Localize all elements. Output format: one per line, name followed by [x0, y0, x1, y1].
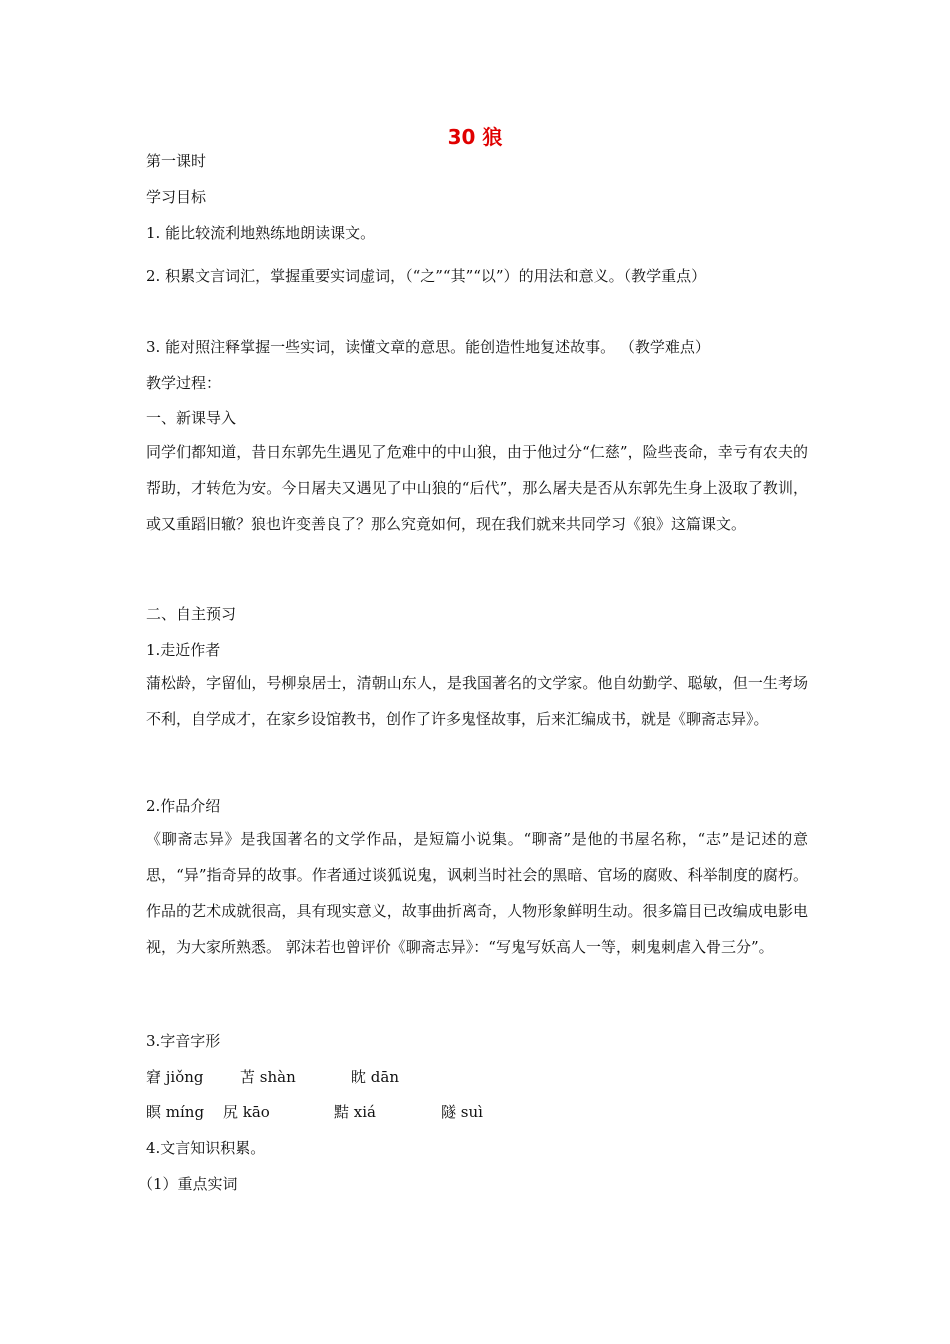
- key-words-heading: （1）重点实词: [138, 1175, 238, 1193]
- author-text: 蒲松龄，字留仙，号柳泉居士，清朝山东人，是我国著名的文学家。他自幼勤学、聪敏，但一生考场不利，自学成才，在家乡设馆教书，创作了许多鬼怪故事，后来汇编成书，就是《聊斋志异》。: [146, 674, 808, 728]
- pronunciation-heading: 3.字音字形: [146, 1032, 221, 1050]
- objective-2: 2. 积累文言词汇，掌握重要实词虚词，（“之”“其”“以”）的用法和意义。（教学重点）: [146, 267, 707, 285]
- pron-item: 眈 dān: [351, 1068, 399, 1086]
- section-1-heading: 一、新课导入: [146, 409, 237, 427]
- pron-item: 尻 kāo: [223, 1103, 270, 1121]
- pron-item: 隧 suì: [441, 1103, 483, 1121]
- pron-item: 黠 xiá: [334, 1103, 376, 1121]
- objectives-heading: 学习目标: [146, 188, 207, 206]
- pron-item: 苫 shàn: [240, 1068, 296, 1086]
- page-title: 30 狼: [447, 125, 503, 149]
- pron-item: 瞑 míng: [146, 1103, 205, 1121]
- lesson-label: 第一课时: [146, 152, 207, 170]
- objective-1: 1. 能比较流利地熟练地朗读课文。: [146, 224, 376, 242]
- objective-3: 3. 能对照注释掌握一些实词，读懂文章的意思。能创造性地复述故事。 （教学难点）: [146, 338, 710, 356]
- work-text: 《聊斋志异》是我国著名的文学作品，是短篇小说集。“聊斋”是他的书屋名称，“志”是记述的意思，“异”指奇异的故事。作者通过谈狐说鬼，讽刺当时社会的黑暗、官场的腐败、科举制度的腐朽。作品的艺术成就很高，具有现实意义，故事曲折离奇，人物形象鲜明生动。很多篇目已改编成电影电视，为大家所熟悉。 郭沫若也曾评价《聊斋志异》：“写鬼写妖高人一等，刺鬼刺虐入骨三分”。: [146, 830, 808, 956]
- process-heading: 教学过程：: [146, 374, 222, 392]
- work-heading: 2.作品介绍: [146, 797, 221, 815]
- section-2-heading: 二、自主预习: [146, 605, 237, 623]
- section-1-text: 同学们都知道，昔日东郭先生遇见了危难中的中山狼，由于他过分“仁慈”，险些丧命，幸亏有农夫的帮助，才转危为安。今日屠夫又遇见了中山狼的“后代”，那么屠夫是否从东郭先生身上汲取了教训，或又重蹈旧辙？狼也许变善良了？那么究竟如何，现在我们就来共同学习《狼》这篇课文。: [146, 443, 808, 533]
- classical-heading: 4.文言知识积累。: [146, 1139, 266, 1157]
- author-heading: 1.走近作者: [146, 641, 221, 659]
- pron-item: 窘 jiǒng: [146, 1068, 204, 1086]
